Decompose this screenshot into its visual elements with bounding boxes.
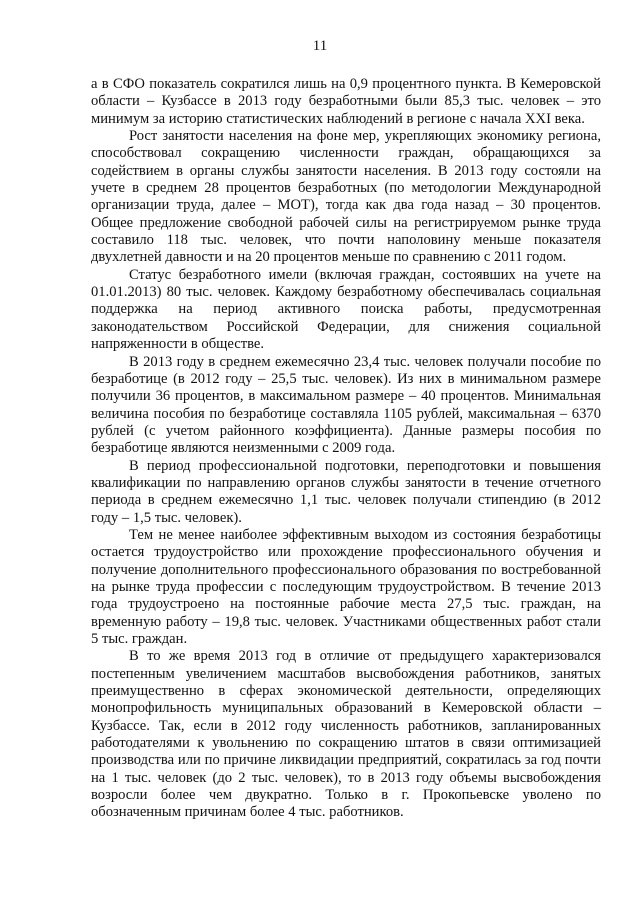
paragraph: Статус безработного имели (включая граждан, состоявших на учете на 01.01.2013) 80 тыс. человек. Каждому безработному обеспечивалась социальная поддержка на период активного поиска работы, предусмотренная законодательством Российской Федерации, для снижения социальной напряженности в обществе. <box>91 266 601 353</box>
paragraph: В 2013 году в среднем ежемесячно 23,4 тыс. человек получали пособие по безработице (в 2012 году – 25,5 тыс. человек). Из них в минимальном размере получили 36 процентов, в максимальном размере – 40 процентов. Минимальная величина пособия по безработице составляла 1105 рублей, максимальная – 6370 рублей (с учетом районного коэффициента). Данные размеры пособия по безработице являются неизменными с 2009 года. <box>91 353 601 457</box>
paragraph: Тем не менее наиболее эффективным выходом из состояния безработицы остается трудоустройство или прохождение профессионального обучения и получение дополнительного профессионального образования по востребованной на рынке труда профессии с последующим трудоустройством. В течение 2013 года трудоустроено на постоянные рабочие места 27,5 тыс. граждан, на временную работу – 19,8 тыс. человек. Участниками общественных работ стали 5 тыс. граждан. <box>91 526 601 647</box>
paragraph: В то же время 2013 год в отличие от предыдущего характеризовался постепенным увеличением масштабов высвобождения работников, занятых преимущественно в сферах экономической деятельности, определяющих монопрофильность муниципальных образований в Кемеровской области – Кузбассе. Так, если в 2012 году численность работников, запланированных работодателями к увольнению по сокращению штатов в связи оптимизацией производства или по причине ликвидации предприятий, сократилась за год почти на 1 тыс. человек (до 2 тыс. человек), то в 2013 году объемы высвобождения возросли более чем двукратно. Только в г. Прокопьевске уволено по обозначенным причинам более 4 тыс. работников. <box>91 648 601 821</box>
paragraph: а в СФО показатель сократился лишь на 0,9 процентного пункта. В Кемеровской области – Кузбассе в 2013 году безработными были 85,3 тыс. человек – это минимум за историю статистических наблюдений в регионе с начала XXI века. <box>91 76 601 127</box>
page-number: 11 <box>312 38 328 54</box>
paragraph: В период профессиональной подготовки, переподготовки и повышения квалификации по направлению органов службы занятости в течение отчетного периода в среднем ежемесячно 1,1 тыс. человек получали стипендию (в 2012 году – 1,5 тыс. человек). <box>91 457 601 526</box>
body-text <box>91 76 601 822</box>
paragraph: Рост занятости населения на фоне мер, укрепляющих экономику региона, способствовал сокращению численности граждан, обращающихся за содействием в органы службы занятости населения. В 2013 году состояли на учете в среднем 28 процентов безработных (по методологии Международной организации труда, далее – МОТ), тогда как два года назад – 30 процентов. Общее предложение свободной рабочей силы на регистрируемом рынке труда составило 118 тыс. человек, что почти наполовину меньше показателя двухлетней давности и на 20 процентов меньше по сравнению с 2011 годом. <box>91 128 601 266</box>
